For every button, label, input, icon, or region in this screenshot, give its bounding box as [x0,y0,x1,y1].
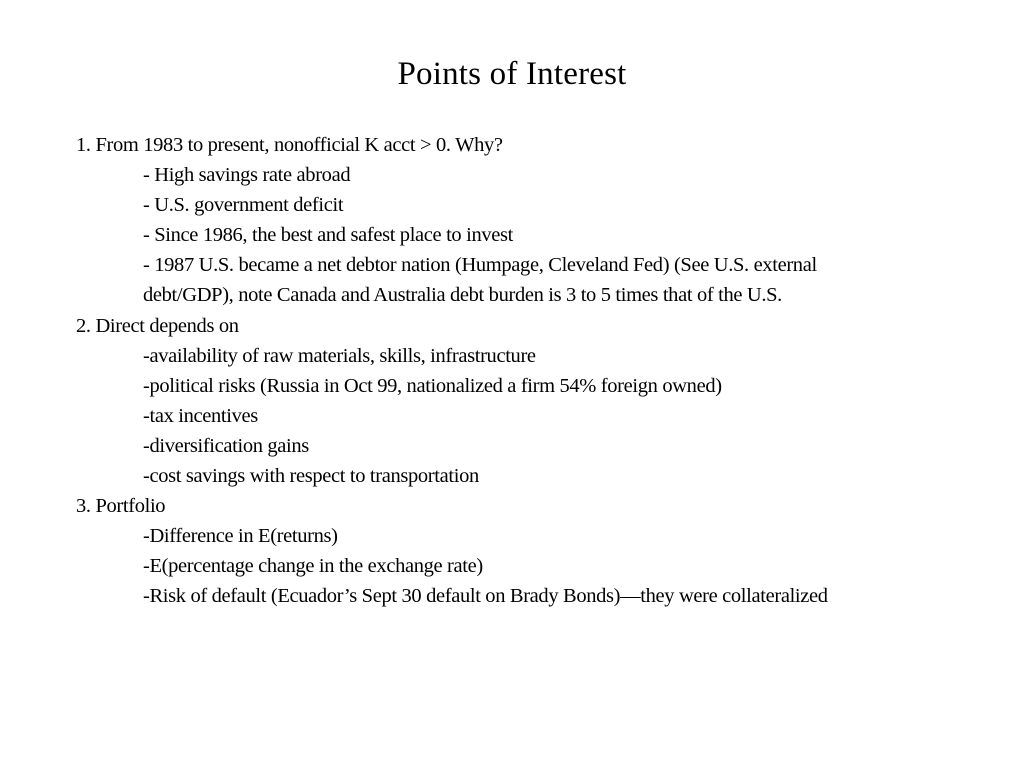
section-3-point: -Difference in E(returns) [143,525,338,548]
section-3-point: -Risk of default (Ecuador’s Sept 30 default on Brady Bonds)—they were collateralized [143,585,828,608]
section-1-point: - 1987 U.S. became a net debtor nation (Humpage, Cleveland Fed) (See U.S. external [143,254,817,277]
section-3-point: -E(percentage change in the exchange rate) [143,555,483,578]
slide-title: Points of Interest [397,56,627,92]
section-2-point: -diversification gains [143,434,309,457]
section-2-heading: 2. Direct depends on [76,314,239,337]
slide-body [76,130,976,612]
section-2-point: -political risks (Russia in Oct 99, nationalized a firm 54% foreign owned) [143,374,722,397]
section-1-point-continued: debt/GDP), note Canada and Australia debt burden is 3 to 5 times that of the U.S. [143,284,782,307]
section-3-heading: 3. Portfolio [76,495,166,518]
section-1-heading: 1. From 1983 to present, nonofficial K acct > 0. Why? [76,134,503,156]
section-2-point: -tax incentives [143,404,258,427]
section-2-point: -cost savings with respect to transportation [143,465,479,488]
section-1-point: - High savings rate abroad [143,164,351,187]
section-1-point: - U.S. government deficit [143,194,344,217]
section-1-point: - Since 1986, the best and safest place to invest [143,224,513,247]
section-2-point: -availability of raw materials, skills, infrastructure [143,344,536,367]
